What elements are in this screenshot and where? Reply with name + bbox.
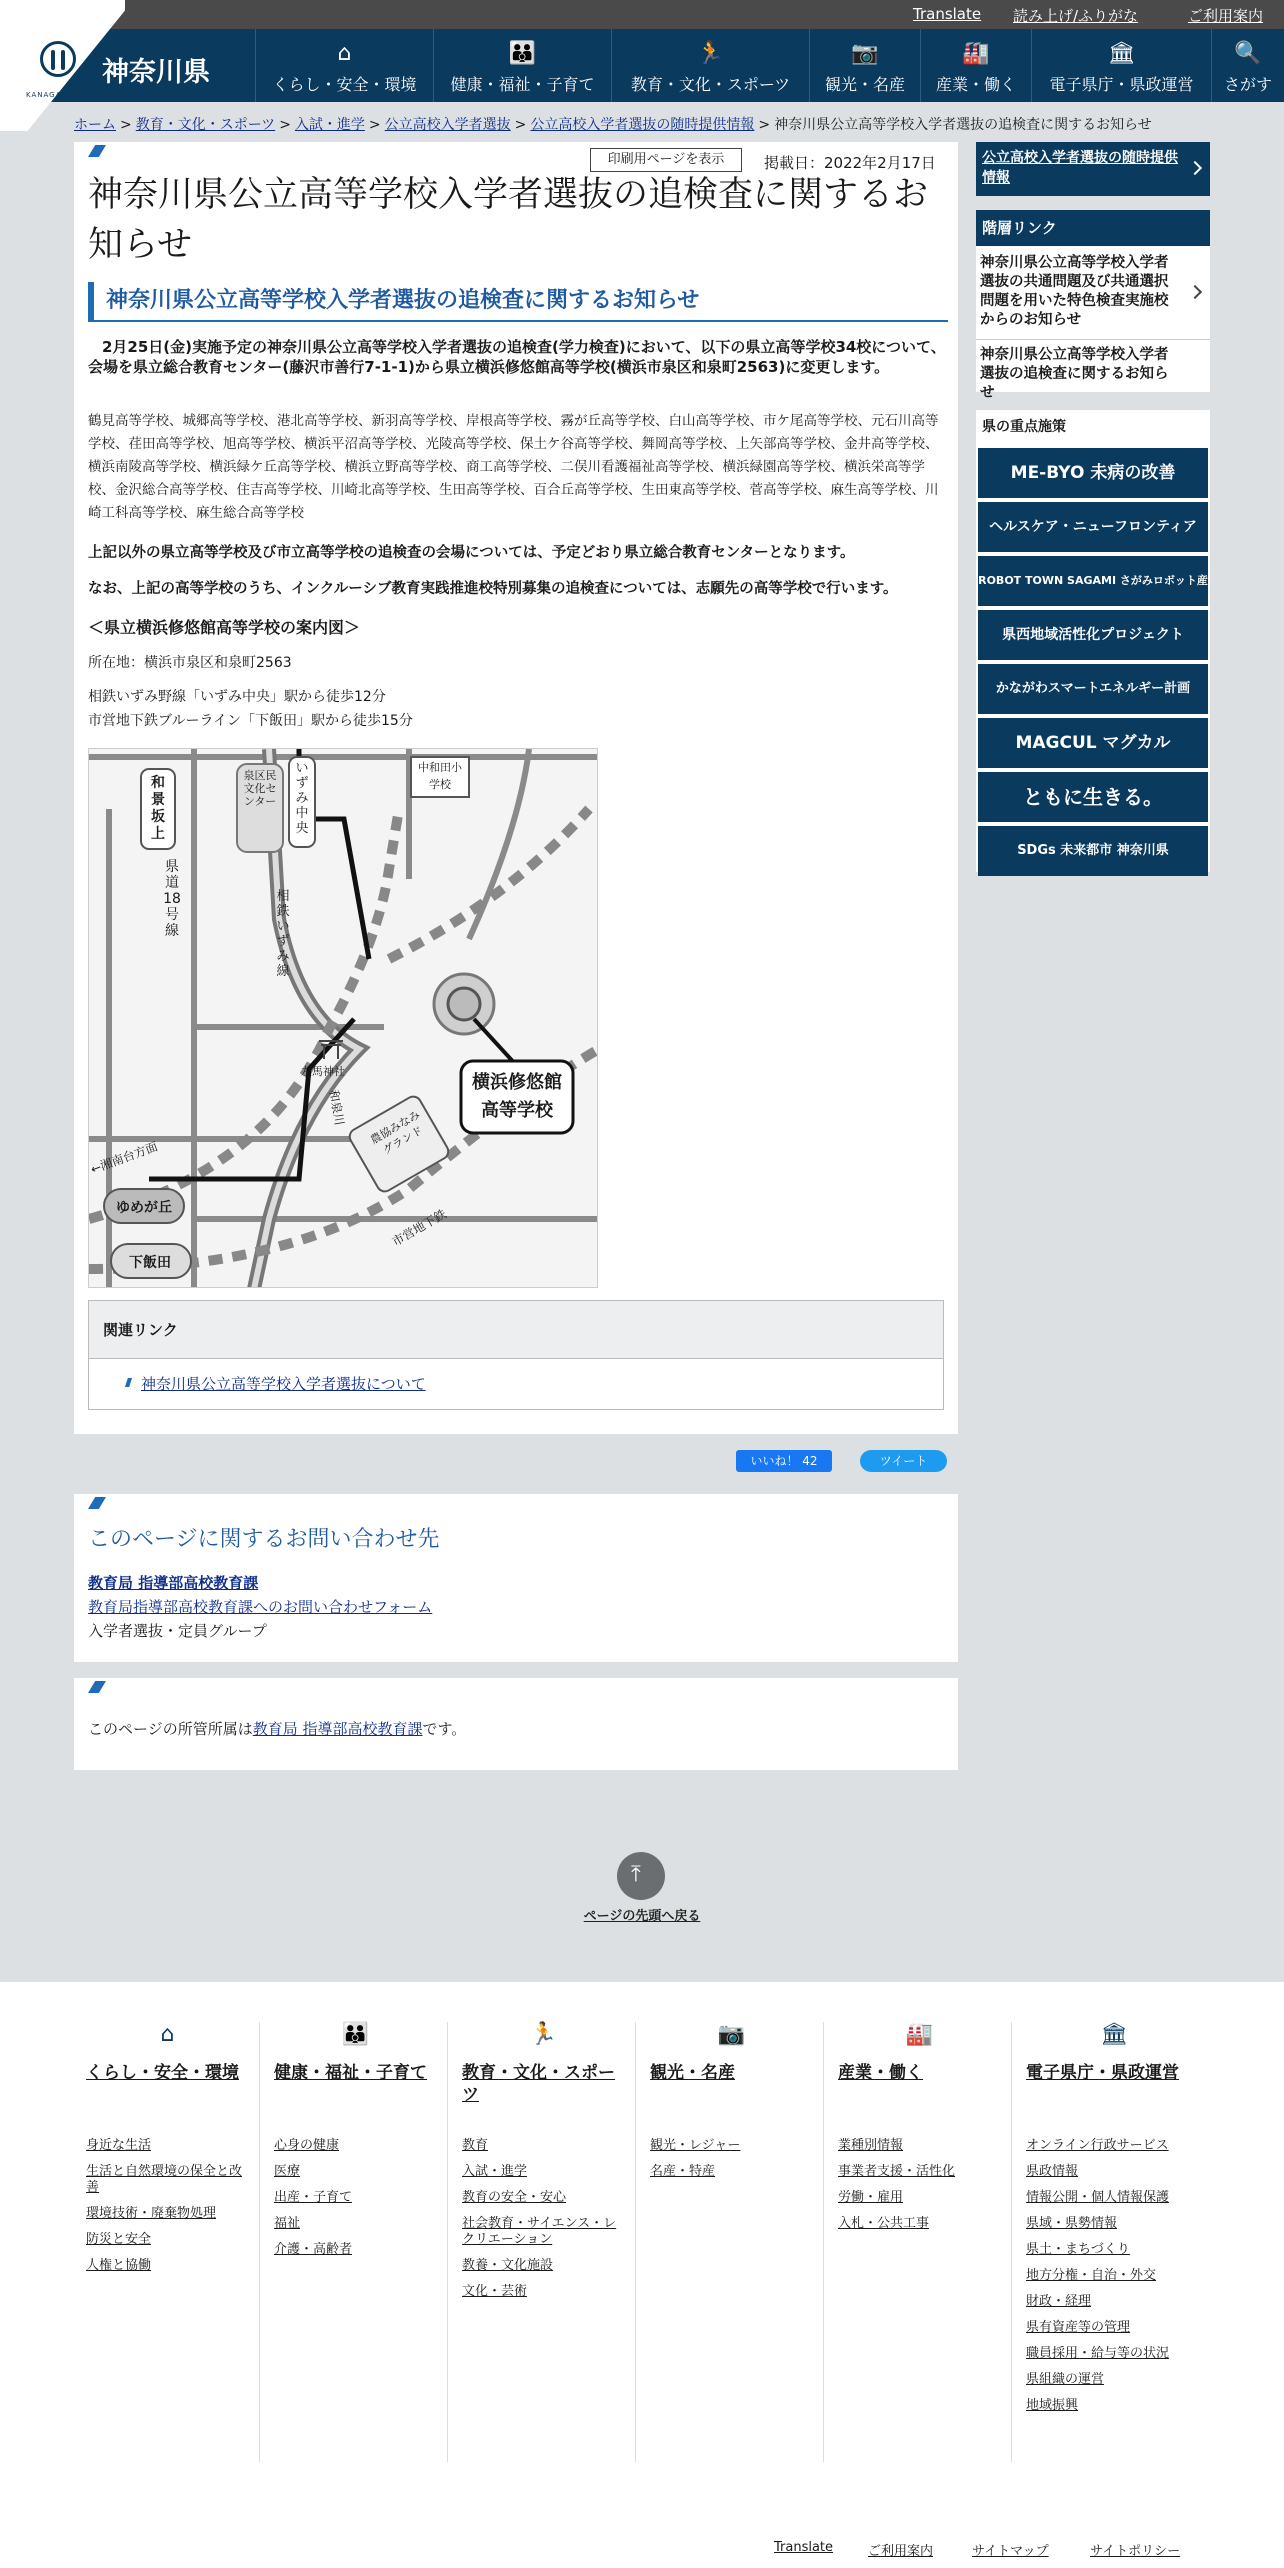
owner-prefix: このページの所管所属は bbox=[88, 1720, 253, 1738]
runner-icon: 🏃 bbox=[529, 2022, 558, 2047]
footer-link[interactable]: 業種別情報 bbox=[838, 2138, 904, 2153]
footer-link[interactable]: 福祉 bbox=[274, 2216, 301, 2231]
footer-link[interactable]: 生活と自然環境の保全と改善 bbox=[86, 2164, 243, 2195]
footer-link[interactable]: 介護・高齢者 bbox=[274, 2242, 353, 2257]
back-to-top-button[interactable] bbox=[617, 1852, 665, 1900]
footer-link[interactable]: 心身の健康 bbox=[274, 2138, 340, 2153]
footer-link[interactable]: 教養・文化施設 bbox=[462, 2258, 554, 2273]
footer-heading[interactable]: 産業・働く bbox=[838, 2063, 923, 2083]
banner-text: ともに生きる。 bbox=[1023, 785, 1163, 809]
family-icon: 👪 bbox=[508, 41, 537, 66]
footer-heading[interactable]: くらし・安全・環境 bbox=[86, 2063, 239, 2083]
footer-heading[interactable]: 観光・名産 bbox=[650, 2063, 735, 2083]
map-label-wakyozaka: 和景坂上 bbox=[151, 775, 165, 842]
map-label-izumichuo: いずみ中央 bbox=[295, 761, 309, 836]
related-link-senbatsu[interactable]: 神奈川県公立高等学校入学者選抜について bbox=[141, 1375, 426, 1393]
footer-link[interactable]: 出産・子育て bbox=[274, 2190, 353, 2205]
map-label-shonan: ←湘南台方面 bbox=[88, 1139, 160, 1177]
logo-text: 神奈川県 bbox=[102, 57, 210, 88]
hierarchy-item-label: 神奈川県公立高等学校入学者選抜の共通問題及び共通選択問題を用いた特色検査実施校からのお知らせ bbox=[980, 255, 1169, 328]
footer-col-kurashi bbox=[72, 2022, 260, 2462]
footer-link[interactable]: 事業者支援・活性化 bbox=[838, 2164, 956, 2179]
banner-sdgs[interactable] bbox=[978, 826, 1208, 876]
home-icon: ⌂ bbox=[337, 41, 352, 66]
key-policies bbox=[976, 410, 1210, 872]
runner-icon: 🏃 bbox=[696, 41, 725, 66]
breadcrumb-separator: > bbox=[368, 117, 381, 133]
arrow-up-icon: ⤒ bbox=[631, 1862, 641, 1887]
guide-link[interactable]: ご利用案内 bbox=[1188, 7, 1264, 25]
banner-text: ヘルスケア・ニューフロンティア bbox=[989, 519, 1197, 535]
posted-date: 掲載日：2022年2月17日 bbox=[764, 154, 936, 172]
corner-accent-icon bbox=[88, 1681, 106, 1693]
breadcrumb bbox=[74, 114, 1152, 134]
hierarchy-item-label: 神奈川県公立高等学校入学者選抜の追検査に関するお知らせ bbox=[980, 347, 1169, 401]
map-label-izumigawa: 和泉川 bbox=[326, 1088, 347, 1127]
footer-link[interactable]: 社会教育・サイエンス・レクリエーション bbox=[462, 2216, 617, 2247]
footer-col-kensei bbox=[1012, 2022, 1212, 2462]
footer-col-kenko bbox=[260, 2022, 448, 2462]
map-label-nakawada: 中和田小学校 bbox=[418, 761, 462, 791]
footer-link[interactable]: 医療 bbox=[274, 2164, 301, 2179]
banner-text: MAGCUL マグカル bbox=[1015, 733, 1171, 753]
footer-translate-link[interactable]: Translate bbox=[774, 2540, 834, 2555]
breadcrumb-nyushi[interactable]: 入試・進学 bbox=[294, 117, 365, 133]
sidebar-zuiji-banner[interactable] bbox=[976, 142, 1210, 196]
chevron-right-icon bbox=[1188, 161, 1202, 175]
footer-link[interactable]: 県有資産等の管理 bbox=[1026, 2320, 1131, 2335]
translate-link[interactable]: Translate bbox=[913, 5, 982, 23]
nav-kanko[interactable] bbox=[809, 29, 920, 102]
logo-subtext: KANAGAWA bbox=[26, 91, 75, 99]
address: 所在地：横浜市泉区和泉町2563 bbox=[88, 655, 292, 671]
utility-bar bbox=[0, 0, 1284, 29]
footer-col-sangyo bbox=[824, 2022, 1012, 2462]
access-map bbox=[88, 748, 598, 1288]
footer-heading[interactable]: 電子県庁・県政運営 bbox=[1026, 2063, 1179, 2083]
contact-panel bbox=[74, 1494, 958, 1662]
banner-text: ROBOT TOWN SAGAMI さがみロボット産 bbox=[978, 574, 1208, 587]
map-label-shimoiida: 下飯田 bbox=[129, 1255, 171, 1271]
footer-link[interactable]: 県域・県勢情報 bbox=[1026, 2216, 1118, 2231]
logo-link[interactable] bbox=[0, 29, 255, 102]
factory-icon: 🏭 bbox=[962, 41, 990, 66]
nav-search[interactable] bbox=[1211, 29, 1284, 102]
footer-link[interactable]: 情報公開・個人情報保護 bbox=[1026, 2190, 1170, 2205]
school-list: 鶴見高等学校、城郷高等学校、港北高等学校、新羽高等学校、岸根高等学校、霧が丘高等学校、白山高等学校、市ケ尾高等学校、元石川高等学校、荏田高等学校、旭高等学校、横浜平沼高等学校、光陵高等学校、保土ケ谷高等学校、舞岡高等学校、上矢部高等学校、金井高等学校、横浜南陵高等学校、横浜緑ケ丘高等学校、横浜立野高等学校、商工高等学校、二俣川看護福祉高等学校、横浜緑園高等学校、横浜栄高等学校、金沢総合高等学校、住吉高等学校、川崎北高等学校、生田高等学校、百合丘高等学校、生田東高等学校、菅高等学校、麻生高等学校、川崎工科高等学校、麻生総合高等学校 bbox=[88, 413, 939, 521]
footer-col-kyoiku bbox=[448, 2022, 636, 2462]
nav-label: 産業・働く bbox=[935, 75, 1016, 94]
home-icon: ⌂ bbox=[160, 2022, 175, 2047]
nav-label: くらし・安全・環境 bbox=[272, 75, 417, 94]
corner-accent-icon bbox=[88, 145, 106, 157]
kanagawa-emblem-icon bbox=[40, 41, 76, 77]
banner-healthcare[interactable] bbox=[978, 502, 1208, 552]
note-inclusive: なお、上記の高等学校のうち、インクルーシブ教育実践推進校特別募集の追検査については、志願先の高等学校で行います。 bbox=[88, 581, 898, 597]
footer-link[interactable]: 地域振興 bbox=[1026, 2398, 1079, 2413]
tweet-button[interactable]: ツイート bbox=[860, 1450, 947, 1472]
related-links-heading: 関連リンク bbox=[89, 1301, 943, 1359]
banner-smart-energy[interactable] bbox=[978, 664, 1208, 714]
breadcrumb-zuiji[interactable]: 公立高校入学者選抜の随時提供情報 bbox=[530, 117, 755, 133]
key-policies-heading: 県の重点施策 bbox=[982, 419, 1066, 435]
banner-tomoni[interactable] bbox=[978, 772, 1208, 822]
banner-text: 県西地域活性化プロジェクト bbox=[1002, 627, 1184, 643]
hierarchy-links bbox=[976, 210, 1210, 401]
access-subway: 市営地下鉄ブルーライン「下飯田」駅から徒歩15分 bbox=[88, 713, 413, 729]
footer-link[interactable]: 県土・まちづくり bbox=[1026, 2242, 1130, 2257]
section-heading: 神奈川県公立高等学校入学者選抜の追検査に関するお知らせ bbox=[88, 282, 948, 322]
sidebar-zuiji-link[interactable]: 公立高校入学者選抜の随時提供情報 bbox=[982, 150, 1178, 186]
print-button[interactable]: 印刷用ページを表示 bbox=[590, 148, 742, 172]
facebook-like-button[interactable]: いいね！ 42 bbox=[736, 1450, 832, 1472]
main-content bbox=[74, 142, 958, 1434]
footer-link[interactable]: 身近な生活 bbox=[86, 2138, 152, 2153]
breadcrumb-separator: > bbox=[514, 117, 527, 133]
banner-text: ME-BYO 未病の改善 bbox=[1010, 463, 1176, 483]
nav-kensei[interactable] bbox=[1031, 29, 1211, 102]
banner-kensei-chiiki[interactable] bbox=[978, 610, 1208, 660]
map-label-kumin: 泉区民文化センター bbox=[243, 769, 277, 808]
footer-link[interactable]: 名産・特産 bbox=[650, 2164, 716, 2179]
map-heading: ＜県立横浜修悠館高等学校の案内図＞ bbox=[88, 618, 361, 637]
note-venue: 上記以外の県立高等学校及び市立高等学校の追検査の会場については、予定どおり県立総合教育センターとなります。 bbox=[88, 545, 855, 561]
footer-link[interactable]: 観光・レジャー bbox=[650, 2138, 741, 2153]
nav-label: さがす bbox=[1223, 75, 1272, 94]
nav-label: 観光・名産 bbox=[824, 75, 905, 94]
back-to-top-link[interactable]: ページの先頭へ戻る bbox=[583, 1909, 701, 1924]
page-title: 神奈川県公立高等学校入学者選抜の追検査に関するお知らせ bbox=[88, 175, 929, 265]
owner-suffix: です。 bbox=[422, 1720, 467, 1738]
map-label-soutetsu: 相鉄いずみ線 bbox=[276, 889, 290, 979]
nav-sangyo[interactable] bbox=[920, 29, 1031, 102]
hierarchy-item-tsuikensa[interactable] bbox=[976, 340, 1210, 409]
footer-sitemap-link[interactable]: サイトマップ bbox=[972, 2544, 1049, 2559]
map-label-ground: 農協みなみグランド bbox=[368, 1108, 426, 1158]
lead-paragraph: 2月25日(金)実施予定の神奈川県公立高等学校入学者選抜の追検査(学力検査)において、以下の県立高等学校34校について、会場を県立総合教育センター(藤沢市善行7-1-1)から県立横浜修悠館高等学校(横浜市泉区和泉町2563)に変更します。 bbox=[88, 338, 946, 376]
map-label-yumegaoka: ゆめが丘 bbox=[116, 1200, 172, 1216]
nav-kyoiku[interactable] bbox=[611, 29, 809, 102]
footer-link[interactable]: 職員採用・給与等の状況 bbox=[1026, 2346, 1170, 2361]
furigana-link[interactable]: 読み上げ/ふりがな bbox=[1013, 7, 1139, 25]
footer-link[interactable]: 地方分権・自治・外交 bbox=[1026, 2268, 1157, 2283]
footer-guide-link[interactable]: ご利用案内 bbox=[868, 2544, 934, 2559]
breadcrumb-home[interactable]: ホーム bbox=[74, 117, 116, 133]
related-links-box bbox=[88, 1300, 944, 1410]
access-soutetsu: 相鉄いずみ野線「いずみ中央」駅から徒歩12分 bbox=[88, 689, 386, 705]
footer-link[interactable]: オンライン行政サービス bbox=[1026, 2138, 1169, 2153]
banner-text: SDGs 未来都市 神奈川県 bbox=[1017, 843, 1169, 858]
nav-kurashi[interactable] bbox=[255, 29, 433, 102]
map-label-subway: 市営地下鉄 bbox=[389, 1206, 449, 1249]
footer-link[interactable]: 入札・公共工事 bbox=[838, 2216, 930, 2231]
footer-link[interactable]: 県組織の運営 bbox=[1026, 2372, 1105, 2387]
footer-policy-link[interactable]: サイトポリシー bbox=[1090, 2544, 1181, 2559]
camera-icon: 📷 bbox=[717, 2022, 746, 2047]
footer-link[interactable]: 人権と協働 bbox=[86, 2258, 152, 2273]
government-icon: 🏛 bbox=[1107, 41, 1136, 66]
footer-heading[interactable]: 健康・福祉・子育て bbox=[274, 2063, 427, 2083]
factory-icon: 🏭 bbox=[905, 2022, 934, 2047]
footer-link[interactable]: 教育 bbox=[462, 2138, 489, 2153]
contact-dept-link[interactable]: 教育局 指導部高校教育課 bbox=[88, 1574, 259, 1592]
corner-accent-icon bbox=[88, 1497, 106, 1509]
footer-link[interactable]: 財政・経理 bbox=[1026, 2294, 1092, 2309]
footer-link[interactable]: 環境技術・廃棄物処理 bbox=[86, 2206, 217, 2221]
footer bbox=[0, 1982, 1284, 2568]
family-icon: 👪 bbox=[341, 2022, 370, 2047]
chevron-right-icon bbox=[1188, 284, 1202, 298]
contact-form-link[interactable]: 教育局指導部高校教育課へのお問い合わせフォーム bbox=[88, 1598, 433, 1616]
owner-dept-link[interactable]: 教育局 指導部高校教育課 bbox=[252, 1720, 423, 1738]
footer-link[interactable]: 防災と安全 bbox=[86, 2232, 152, 2247]
breadcrumb-koko-senbatsu[interactable]: 公立高校入学者選抜 bbox=[384, 117, 511, 133]
hierarchy-heading: 階層リンク bbox=[976, 210, 1210, 246]
owner-panel bbox=[74, 1678, 958, 1770]
search-icon: 🔍 bbox=[1234, 41, 1262, 66]
hierarchy-item-tokushoku[interactable] bbox=[976, 246, 1210, 340]
breadcrumb-separator: > bbox=[758, 117, 771, 133]
map-label-shuyukan: 横浜修悠館高等学校 bbox=[472, 1072, 562, 1121]
banner-magcul[interactable] bbox=[978, 718, 1208, 768]
contact-heading: このページに関するお問い合わせ先 bbox=[88, 1527, 440, 1552]
footer-col-kanko bbox=[636, 2022, 824, 2462]
banner-text: かながわスマートエネルギー計画 bbox=[995, 681, 1191, 696]
footer-link[interactable]: 文化・芸術 bbox=[462, 2284, 528, 2299]
camera-icon: 📷 bbox=[851, 41, 879, 66]
nav-kenko[interactable] bbox=[433, 29, 611, 102]
main-header bbox=[0, 29, 1284, 102]
map-label-kendo: 県道18号線 bbox=[163, 859, 181, 939]
footer-link[interactable]: 県政情報 bbox=[1026, 2164, 1079, 2179]
government-icon: 🏛 bbox=[1100, 2022, 1128, 2047]
map-label-samajinja: 左馬神社 bbox=[301, 1065, 345, 1078]
footer-link[interactable]: 入試・進学 bbox=[462, 2164, 528, 2179]
banner-mebyo[interactable] bbox=[978, 448, 1208, 498]
breadcrumb-current: 神奈川県公立高等学校入学者選抜の追検査に関するお知らせ bbox=[774, 117, 1152, 133]
breadcrumb-separator: > bbox=[279, 117, 291, 133]
contact-group: 入学者選抜・定員グループ bbox=[88, 1622, 267, 1640]
footer-heading[interactable]: 教育・文化・スポーツ bbox=[462, 2063, 615, 2105]
nav-label: 健康・福祉・子育て bbox=[450, 75, 595, 94]
breadcrumb-kyoiku[interactable]: 教育・文化・スポーツ bbox=[135, 117, 276, 133]
nav-label: 教育・文化・スポーツ bbox=[630, 75, 791, 94]
breadcrumb-separator: > bbox=[120, 117, 132, 133]
footer-link[interactable]: 労働・雇用 bbox=[838, 2190, 904, 2205]
banner-robot-town[interactable] bbox=[978, 556, 1208, 606]
nav-label: 電子県庁・県政運営 bbox=[1049, 75, 1194, 94]
owner-text bbox=[88, 1718, 466, 1739]
footer-link[interactable]: 教育の安全・安心 bbox=[462, 2190, 567, 2205]
